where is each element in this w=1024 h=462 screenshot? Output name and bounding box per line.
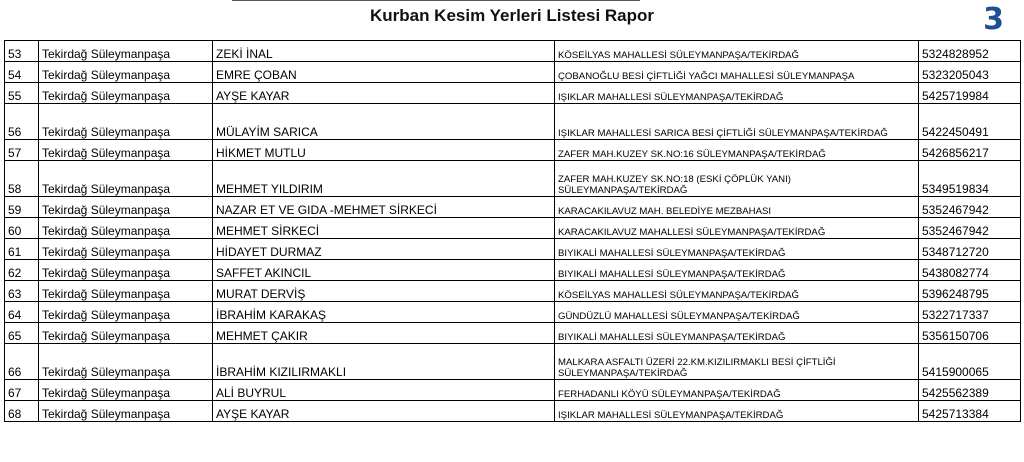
table-row xyxy=(5,260,1021,281)
district-cell: Tekirdağ Süleymanpaşa xyxy=(39,104,213,140)
table-body xyxy=(5,41,1021,422)
table-row xyxy=(5,140,1021,161)
row-number: 56 xyxy=(5,104,39,140)
district-cell: Tekirdağ Süleymanpaşa xyxy=(39,161,213,197)
district-cell: Tekirdağ Süleymanpaşa xyxy=(39,281,213,302)
district-cell: Tekirdağ Süleymanpaşa xyxy=(39,302,213,323)
district-cell: Tekirdağ Süleymanpaşa xyxy=(39,239,213,260)
table-row xyxy=(5,218,1021,239)
name-cell: NAZAR ET VE GIDA -MEHMET SİRKECİ xyxy=(213,197,555,218)
name-cell: SAFFET AKINCIL xyxy=(213,260,555,281)
name-cell: MEHMET ÇAKIR xyxy=(213,323,555,344)
table-row xyxy=(5,83,1021,104)
district-cell: Tekirdağ Süleymanpaşa xyxy=(39,218,213,239)
phone-cell: 5425713384 xyxy=(919,401,1021,422)
table-row xyxy=(5,401,1021,422)
name-cell: EMRE ÇOBAN xyxy=(213,62,555,83)
table-row xyxy=(5,302,1021,323)
table-row xyxy=(5,197,1021,218)
address-cell: BIYIKALİ MAHALLESİ SÜLEYMANPAŞA/TEKİRDAĞ xyxy=(555,323,919,344)
district-cell: Tekirdağ Süleymanpaşa xyxy=(39,401,213,422)
table-row xyxy=(5,104,1021,140)
phone-cell: 5349519834 xyxy=(919,161,1021,197)
table-row xyxy=(5,344,1021,380)
name-cell: İBRAHİM KIZILIRMAKLI xyxy=(213,344,555,380)
slaughter-sites-table xyxy=(4,40,1021,422)
district-cell: Tekirdağ Süleymanpaşa xyxy=(39,323,213,344)
table-row xyxy=(5,281,1021,302)
row-number: 53 xyxy=(5,41,39,62)
address-cell: GÜNDÜZLÜ MAHALLESİ SÜLEYMANPAŞA/TEKİRDAĞ xyxy=(555,302,919,323)
address-cell: FERHADANLI KÖYÜ SÜLEYMANPAŞA/TEKİRDAĞ xyxy=(555,380,919,401)
row-number: 68 xyxy=(5,401,39,422)
phone-cell: 5324828952 xyxy=(919,41,1021,62)
phone-cell: 5425562389 xyxy=(919,380,1021,401)
phone-cell: 5425719984 xyxy=(919,83,1021,104)
table-row xyxy=(5,380,1021,401)
address-cell: KARACAKILAVUZ MAH. BELEDİYE MEZBAHASI xyxy=(555,197,919,218)
phone-cell: 5426856217 xyxy=(919,140,1021,161)
row-number: 58 xyxy=(5,161,39,197)
row-number: 65 xyxy=(5,323,39,344)
district-cell: Tekirdağ Süleymanpaşa xyxy=(39,83,213,104)
name-cell: ALİ BUYRUL xyxy=(213,380,555,401)
phone-cell: 5438082774 xyxy=(919,260,1021,281)
row-number: 63 xyxy=(5,281,39,302)
address-cell: KARACAKILAVUZ MAHALLESİ SÜLEYMANPAŞA/TEKİRDAĞ xyxy=(555,218,919,239)
phone-cell: 5322717337 xyxy=(919,302,1021,323)
address-cell: ZAFER MAH.KUZEY SK.NO:18 (ESKİ ÇÖPLÜK YANI) SÜLEYMANPAŞA/TEKİRDAĞ xyxy=(555,161,919,197)
phone-cell: 5396248795 xyxy=(919,281,1021,302)
district-cell: Tekirdağ Süleymanpaşa xyxy=(39,62,213,83)
row-number: 54 xyxy=(5,62,39,83)
address-cell: BIYIKALİ MAHALLESİ SÜLEYMANPAŞA/TEKİRDAĞ xyxy=(555,239,919,260)
name-cell: AYŞE KAYAR xyxy=(213,401,555,422)
phone-cell: 5352467942 xyxy=(919,218,1021,239)
table-row xyxy=(5,62,1021,83)
district-cell: Tekirdağ Süleymanpaşa xyxy=(39,41,213,62)
table-row xyxy=(5,161,1021,197)
name-cell: MEHMET SİRKECİ xyxy=(213,218,555,239)
address-cell: KÖSEİLYAS MAHALLESİ SÜLEYMANPAŞA/TEKİRDAĞ xyxy=(555,41,919,62)
row-number: 59 xyxy=(5,197,39,218)
name-cell: HİDAYET DURMAZ xyxy=(213,239,555,260)
row-number: 66 xyxy=(5,344,39,380)
phone-cell: 5348712720 xyxy=(919,239,1021,260)
district-cell: Tekirdağ Süleymanpaşa xyxy=(39,344,213,380)
page-number: 3 xyxy=(983,2,1004,37)
phone-cell: 5422450491 xyxy=(919,104,1021,140)
name-cell: ZEKİ İNAL xyxy=(213,41,555,62)
address-cell: IŞIKLAR MAHALLESİ SÜLEYMANPAŞA/TEKİRDAĞ xyxy=(555,401,919,422)
row-number: 57 xyxy=(5,140,39,161)
row-number: 60 xyxy=(5,218,39,239)
table-row xyxy=(5,41,1021,62)
row-number: 67 xyxy=(5,380,39,401)
phone-cell: 5352467942 xyxy=(919,197,1021,218)
name-cell: HİKMET MUTLU xyxy=(213,140,555,161)
address-cell: IŞIKLAR MAHALLESİ SÜLEYMANPAŞA/TEKİRDAĞ xyxy=(555,83,919,104)
row-number: 55 xyxy=(5,83,39,104)
address-cell: BIYIKALİ MAHALLESİ SÜLEYMANPAŞA/TEKİRDAĞ xyxy=(555,260,919,281)
row-number: 64 xyxy=(5,302,39,323)
header-rule xyxy=(232,0,640,1)
name-cell: MURAT DERVİŞ xyxy=(213,281,555,302)
district-cell: Tekirdağ Süleymanpaşa xyxy=(39,380,213,401)
name-cell: İBRAHİM KARAKAŞ xyxy=(213,302,555,323)
table-row xyxy=(5,239,1021,260)
name-cell: MEHMET YILDIRIM xyxy=(213,161,555,197)
address-cell: MALKARA ASFALTI ÜZERİ 22.KM.KIZILIRMAKLI BESİ ÇİFTLİĞİ SÜLEYMANPAŞA/TEKİRDAĞ xyxy=(555,344,919,380)
phone-cell: 5323205043 xyxy=(919,62,1021,83)
name-cell: AYŞE KAYAR xyxy=(213,83,555,104)
address-cell: ÇOBANOĞLU BESİ ÇİFTLİĞİ YAĞCI MAHALLESİ SÜLEYMANPAŞA xyxy=(555,62,919,83)
address-cell: IŞIKLAR MAHALLESİ SARICA BESİ ÇİFTLİĞİ SÜLEYMANPAŞA/TEKİRDAĞ xyxy=(555,104,919,140)
phone-cell: 5415900065 xyxy=(919,344,1021,380)
district-cell: Tekirdağ Süleymanpaşa xyxy=(39,197,213,218)
phone-cell: 5356150706 xyxy=(919,323,1021,344)
district-cell: Tekirdağ Süleymanpaşa xyxy=(39,260,213,281)
address-cell: KÖSEİLYAS MAHALLESİ SÜLEYMANPAŞA/TEKİRDAĞ xyxy=(555,281,919,302)
table-row xyxy=(5,323,1021,344)
report-title: Kurban Kesim Yerleri Listesi Rapor xyxy=(369,6,655,25)
row-number: 61 xyxy=(5,239,39,260)
row-number: 62 xyxy=(5,260,39,281)
district-cell: Tekirdağ Süleymanpaşa xyxy=(39,140,213,161)
name-cell: MÜLAYİM SARICA xyxy=(213,104,555,140)
address-cell: ZAFER MAH.KUZEY SK.NO:16 SÜLEYMANPAŞA/TEKİRDAĞ xyxy=(555,140,919,161)
